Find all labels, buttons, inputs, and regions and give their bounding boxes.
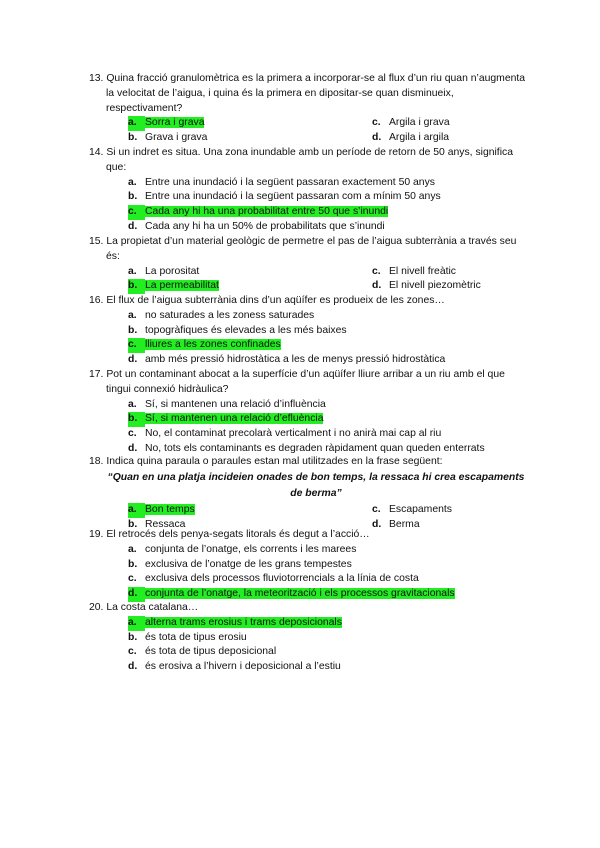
answer-option-c: [372, 116, 552, 131]
option-letter: c.: [128, 205, 145, 220]
highlighted-answer: [128, 117, 204, 128]
option-text: Bon temps: [145, 503, 195, 515]
option-text: Entre una inundació i la següent passaran exactement 50 anys: [145, 176, 435, 188]
highlighted-answer: [128, 206, 388, 217]
option-text: El nivell freàtic: [389, 265, 456, 277]
question-19: [89, 528, 529, 602]
option-text: exclusiva dels processos fluviotorrencials a la línia de costa: [145, 573, 419, 585]
question-14: [89, 146, 529, 235]
answer-options: [89, 265, 529, 295]
answer-content: [128, 325, 347, 336]
answer-content: [372, 280, 481, 291]
option-letter: c.: [128, 338, 145, 353]
question-stem: 20. La costa catalana…: [89, 602, 199, 613]
answer-content: [128, 544, 356, 555]
answer-option-d: [128, 587, 548, 602]
option-letter: a.: [128, 116, 145, 131]
option-text: exclusiva de l’onatge de les grans tempestes: [145, 558, 352, 570]
option-text: La porositat: [145, 265, 200, 277]
highlighted-answer: [128, 504, 195, 515]
option-text: Escapaments: [389, 503, 452, 515]
option-text: lliures a les zones confinades: [145, 339, 281, 351]
answer-content: [372, 132, 449, 143]
answer-option-d: [372, 279, 552, 294]
option-letter: b.: [128, 132, 138, 144]
option-text: Argila i argila: [389, 132, 450, 144]
answer-option-b: [128, 324, 548, 339]
answer-content: [128, 661, 341, 672]
question-stem: 15. La propietat d’un material geològic de permetre el pas de l’aigua subterrània a través seu és:: [89, 236, 517, 262]
answer-content: [128, 191, 441, 202]
option-letter: d.: [372, 280, 382, 292]
option-text: Cada any hi ha un 50% de probabilitats que s’inundi: [145, 220, 385, 232]
answer-options: [89, 543, 529, 602]
option-letter: a.: [128, 503, 145, 518]
option-letter: d.: [128, 442, 138, 454]
option-letter: d.: [128, 661, 138, 673]
option-letter: a.: [128, 176, 137, 188]
answer-content: [128, 646, 276, 657]
answer-option-a: [128, 265, 372, 280]
option-letter: c.: [128, 428, 137, 440]
option-text: El nivell piezomètric: [389, 280, 481, 292]
option-text: No, el contaminat precolarà verticalment i no anirà mai cap al riu: [145, 428, 442, 440]
answer-content: [128, 443, 485, 454]
option-text: Ressaca: [145, 518, 186, 530]
option-letter: d.: [372, 132, 382, 144]
answer-option-b: [128, 279, 372, 294]
question-16: [89, 294, 529, 368]
question-17: [89, 368, 529, 457]
answer-options: [89, 309, 529, 368]
answer-content: [128, 399, 326, 410]
option-letter: b.: [128, 279, 145, 294]
option-text: conjunta de l’onatge, els corrents i les marees: [145, 543, 357, 555]
answer-option-a: [128, 309, 548, 324]
answer-option-b: [128, 190, 548, 205]
answer-option-d: [128, 220, 548, 235]
question-stem: 17. Pot un contaminant abocat a la superfície d’un aqüífer lliure arribar a un riu amb el que tingui connexió hidràulica?: [89, 369, 505, 395]
answer-content: [128, 428, 441, 439]
option-text: Sí, si mantenen una relació d’efluència: [145, 413, 324, 425]
answer-option-a: [128, 616, 548, 631]
answer-option-d: [128, 353, 548, 368]
option-text: Sorra i grava: [145, 117, 205, 129]
option-text: Argila i grava: [389, 117, 450, 129]
answer-option-c: [372, 265, 552, 280]
option-letter: c.: [128, 646, 137, 658]
option-letter: d.: [128, 220, 138, 232]
option-text: conjunta de l’onatge, la meteorització i els processos gravitacionals: [145, 588, 455, 600]
question-stem: 18. Indica quina paraula o paraules estan mal utilitzades en la frase següent:: [89, 456, 443, 467]
option-letter: a.: [128, 265, 137, 277]
option-letter: b.: [128, 558, 138, 570]
option-text: Sí, si mantenen una relació d’influència: [145, 398, 326, 410]
highlighted-answer: [128, 617, 342, 628]
highlighted-answer: [128, 280, 219, 291]
question-stem: 19. El retrocés dels penya-segats litorals és degut a l’acció…: [89, 529, 370, 540]
option-letter: a.: [128, 309, 137, 321]
answer-content: [128, 177, 435, 188]
answer-option-a: [128, 176, 548, 191]
answer-content: [128, 354, 445, 365]
answer-content: [128, 559, 352, 570]
option-letter: c.: [372, 503, 381, 515]
option-letter: c.: [372, 117, 381, 129]
answer-option-c: [128, 205, 548, 220]
answer-content: [128, 573, 419, 584]
answer-content: [128, 310, 314, 321]
answer-options: [89, 398, 529, 457]
option-letter: a.: [128, 398, 137, 410]
answer-content: [128, 632, 247, 643]
answer-option-c: [128, 645, 548, 660]
option-letter: b.: [128, 191, 138, 203]
option-letter: d.: [372, 518, 382, 530]
answer-options: [89, 176, 529, 235]
option-text: no saturades a les zoness saturades: [145, 309, 315, 321]
option-letter: a.: [128, 616, 145, 631]
answer-options: [89, 616, 529, 675]
question-13: [89, 72, 529, 146]
answer-option-c: [128, 338, 548, 353]
option-text: No, tots els contaminants es degraden ràpidament quan queden enterrats: [145, 442, 485, 454]
answer-option-b: [128, 131, 372, 146]
question-stem: 13. Quina fracció granulomètrica es la primera a incorporar-se al flux d’un riu quan n’augmenta la velocitat de l’aigua, i quina és la primera en dipositar-se quan disminueix, respectivament?: [89, 73, 526, 114]
answer-option-d: [128, 660, 548, 675]
answer-content: [372, 504, 452, 515]
option-text: Entre una inundació i la següent passaran com a mínim 50 anys: [145, 191, 441, 203]
answer-option-a: [128, 116, 372, 131]
answer-option-d: [372, 131, 552, 146]
highlighted-answer: [128, 588, 455, 599]
question-stem: 16. El flux de l’aigua subterrània dins d’un aqüífer es produeix de les zones…: [89, 295, 445, 306]
option-text: Grava i grava: [145, 132, 208, 144]
option-text: La permeabilitat: [145, 280, 219, 292]
highlighted-answer: [128, 413, 323, 424]
question-quote: “Quan en una platja incideien onades de bon temps, la ressaca hi crea escapaments de berma”: [107, 471, 525, 499]
answer-option-c: [372, 503, 552, 518]
answer-option-b: [128, 558, 548, 573]
answer-option-a: [128, 398, 548, 413]
option-text: Cada any hi ha una probabilitat entre 50 que s’inundi: [145, 206, 389, 218]
option-letter: b.: [128, 324, 138, 336]
answer-content: [128, 132, 207, 143]
option-letter: b.: [128, 412, 145, 427]
option-text: Berma: [389, 518, 420, 530]
question-18: [89, 455, 529, 532]
answer-option-b: [128, 631, 548, 646]
option-letter: c.: [128, 573, 137, 585]
answer-option-a: [128, 503, 372, 518]
answer-options: [89, 116, 529, 146]
answer-option-b: [128, 412, 548, 427]
question-20: [89, 601, 529, 675]
option-text: alterna trams erosius i trams deposicionals: [145, 616, 342, 628]
answer-content: [128, 221, 385, 232]
option-letter: d.: [128, 354, 138, 366]
answer-content: [372, 117, 450, 128]
question-stem: 14. Si un indret es situa. Una zona inundable amb un període de retorn de 50 anys, significa que:: [89, 147, 513, 173]
question-15: [89, 235, 529, 294]
highlighted-answer: [128, 339, 281, 350]
option-letter: b.: [128, 518, 138, 530]
option-text: és erosiva a l’hivern i deposicional a l’estiu: [145, 661, 341, 673]
option-text: amb més pressió hidrostàtica a les de menys pressió hidrostàtica: [145, 354, 446, 366]
answer-content: [128, 266, 199, 277]
option-text: és tota de tipus deposicional: [145, 646, 277, 658]
answer-option-c: [128, 427, 548, 442]
answer-option-c: [128, 572, 548, 587]
option-text: és tota de tipus erosiu: [145, 631, 247, 643]
answer-option-a: [128, 543, 548, 558]
option-text: topogràfiques és elevades a les més baixes: [145, 324, 347, 336]
option-letter: a.: [128, 543, 137, 555]
option-letter: d.: [128, 587, 145, 602]
option-letter: c.: [372, 265, 381, 277]
option-letter: b.: [128, 631, 138, 643]
answer-content: [372, 266, 456, 277]
